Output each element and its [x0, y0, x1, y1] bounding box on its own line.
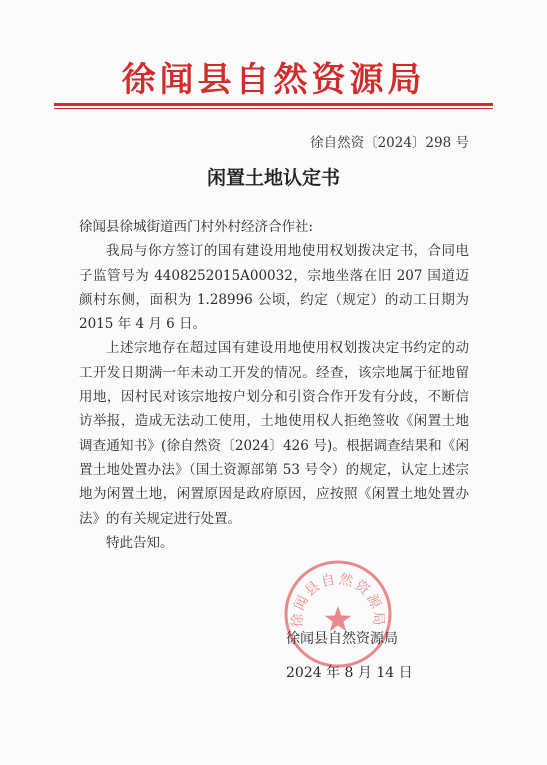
signature-org: 徐闻县自然资源局 — [286, 631, 398, 647]
paragraph-2: 上述宗地存在超过国有建设用地使用权划拨决定书约定的动工开发日期满一年未动工开发的情况。经查，该宗地属于征地留用地，因村民对该宗地按户划分和引资合作开发有分歧，不断信访举报，造成无法动工使用，土地使用权人拒绝签收《闲置土地调查通知书》(徐自然资〔2024〕426 号)。根据调查结果和《闲置土地处置办法》（国土资源部第 53 号令）的规定，认定上述宗地为闲置土地，闲置原因是政府原因，应按照《闲置土地处置办法》的有关规定进行处置。 — [79, 340, 469, 527]
document-number: 徐自然资〔2024〕298 号 — [310, 135, 469, 151]
seal-text: 徐闻县自然资源局 — [289, 571, 387, 628]
signature-block — [286, 622, 413, 690]
closing-line: 特此告知。 — [106, 534, 174, 551]
header-rule-thin — [54, 108, 493, 109]
document-body — [79, 215, 469, 555]
document-title: 闲置土地认定书 — [206, 167, 340, 189]
addressee: 徐闻县徐城街道西门村外村经济合作社: — [79, 219, 314, 235]
issuing-org-header: 徐闻县自然资源局 — [121, 60, 426, 100]
signature-date: 2024 年 8 月 14 日 — [286, 665, 413, 681]
header-rule-thick — [54, 103, 493, 106]
paragraph-1: 我局与你方签订的国有建设用地使用权划拨决定书，合同电子监管号为 4408252015A00032，宗地坐落在旧 207 国道迈颜村东侧，面积为 1.28996 公顷，约定（规定）的动工日期为 2015 年 4 月 6 日。 — [79, 243, 469, 333]
